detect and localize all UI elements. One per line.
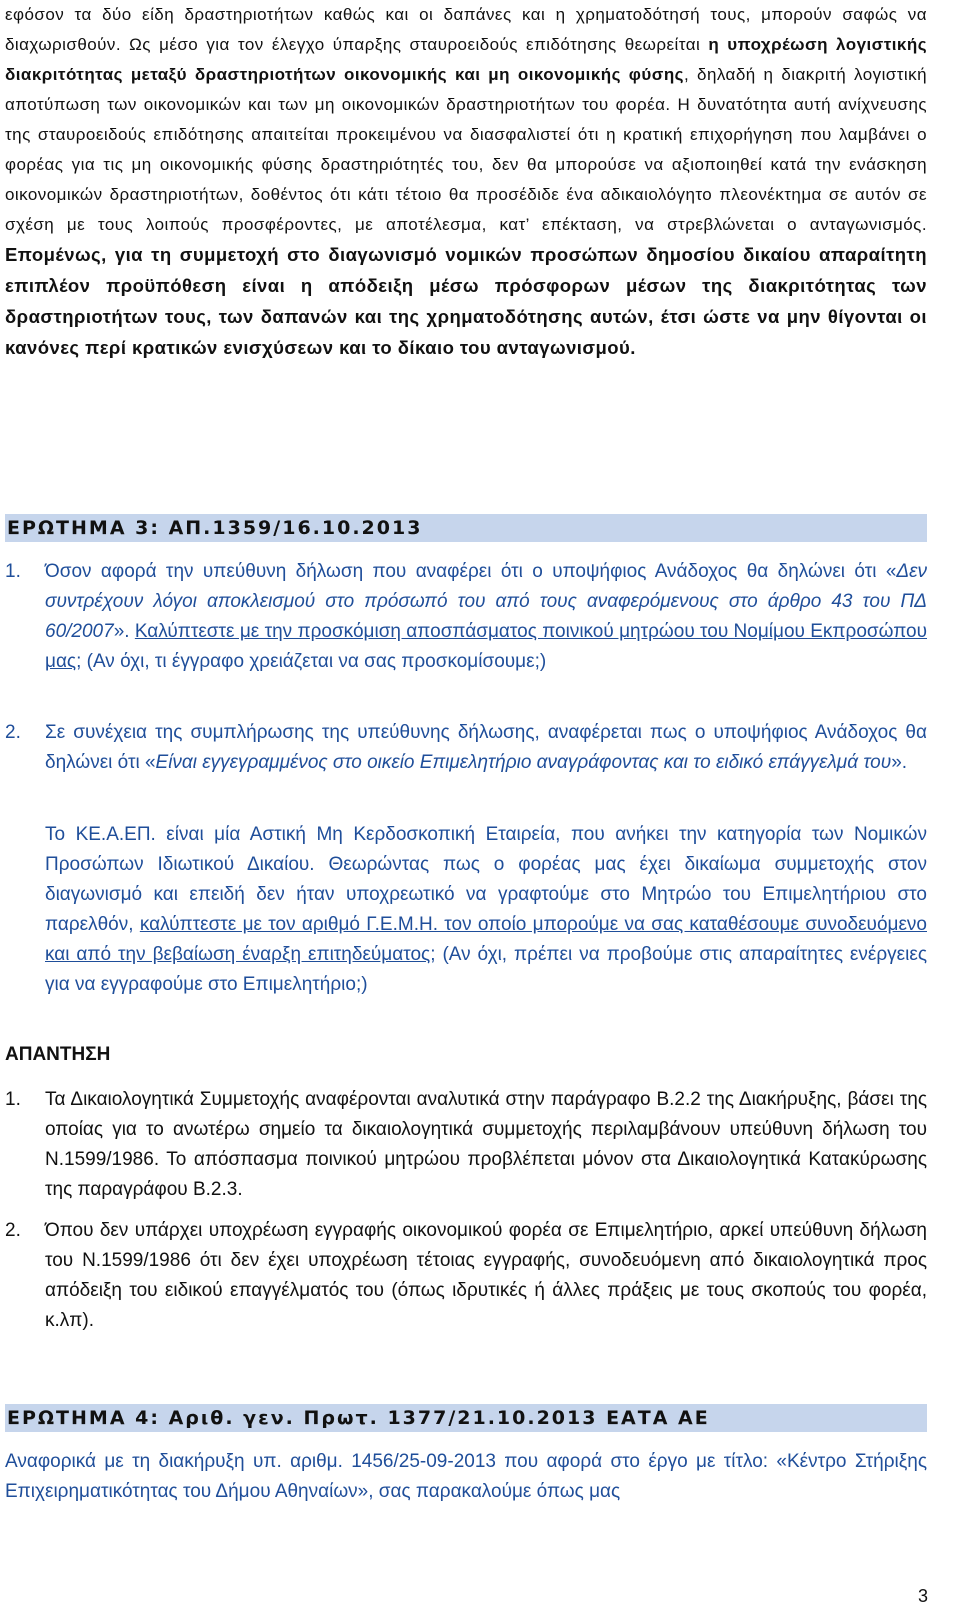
answer-item-2: [5, 1216, 927, 1336]
answer-item-1: [5, 1085, 927, 1205]
item-text: Όπου δεν υπάρχει υποχρέωση εγγραφής οικονομικού φορέα σε Επιμελητήριο, αρκεί υπεύθυνη δήλωση του Ν.1599/1986 ότι δεν έχει υποχρέωση τέτοιας εγγραφής, συνοδευόμενη από δικαιολογητικά προς απόδειξη του ειδικού επαγγέλματός του (όπως ιδρυτικές ή άλλες πράξεις με τους σκοπούς του φορέα, κ.λπ).: [45, 1220, 927, 1331]
question-4-header: ΕΡΩΤΗΜΑ 4: Αριθ. γεν. Πρωτ. 1377/21.10.2013 ΕΑΤΑ ΑΕ: [5, 1404, 927, 1432]
item-text-part: Σε συνέχεια της συμπλήρωσης της υπεύθυνης δήλωσης, αναφέρεται πως ο υποψήφιος Ανάδοχος θα δηλώνει ότι «: [45, 722, 927, 773]
question-3-header: ΕΡΩΤΗΜΑ 3: ΑΠ.1359/16.10.2013: [5, 514, 927, 542]
item-number: 2.: [5, 722, 21, 743]
item-text: Τα Δικαιολογητικά Συμμετοχής αναφέρονται αναλυτικά στην παράγραφο Β.2.2 της Διακήρυξης, βάσει της οποίας για το ανωτέρω σημείο τα δικαιολογητικά συμμετοχής περιλαμβάνουν υπεύθυνη δήλωση του Ν.1599/1986. Το απόσπασμα ποινικού μητρώου προβλέπεται μόνον στα Δικαιολογητικά Κατακύρωσης της παραγράφου Β.2.3.: [45, 1089, 927, 1200]
item-number: 1.: [5, 1089, 21, 1110]
item-text-part: ; (Αν όχι, πρέπει να προβούμε στις απαραίτητες ενέργειες για να εγγραφούμε στο Επιμελητήριο;): [45, 944, 927, 995]
item-number: 2.: [5, 1220, 21, 1241]
intro-text: εφόσον τα δύο είδη δραστηριοτήτων καθώς και οι δαπάνες και η χρηματοδότησή τους, μπορούν σαφώς να διαχωρισθούν. Ως μέσο για τον έλεγχο ύπαρξης σταυροειδούς επιδότησης θεωρείται: [5, 5, 927, 54]
intro-paragraph: [5, 0, 927, 364]
question-3-item-2: [5, 718, 927, 778]
item-quote: Δεν συντρέχουν λόγοι αποκλεισμού στο πρόσωπό του από τους αναφερόμενους στο άρθρο 43 του ΠΔ 60/2007: [45, 561, 927, 642]
intro-text-rest: , δηλαδή η διακριτή λογιστική αποτύπωση των οικονομικών και των μη οικονομικών δραστηριοτήτων του φορέα. Η δυνατότητα αυτή ανίχνευσης της σταυροειδούς επιδότησης απαιτείται προκειμένου να διασφαλιστεί ότι η κρατική επιχορήγηση που λαμβάνει ο φορέας για τις μη οικονομικής φύσης δραστηριότητές του, δεν θα μπορούσε να αξιοποιηθεί κατά την ενάσκηση οικονομικών δραστηριοτήτων, δοθέντος ότι κάτι τέτοιο θα προσέδιδε ένα αδικαιολόγητο πλεονέκτημα σε αυτόν σε σχέση με τους λοιπούς προσφέροντες, με αποτέλεσμα, κατ’ επέκταση, να στρεβλώνεται ο ανταγωνισμός.: [5, 65, 927, 234]
item-number: 1.: [5, 561, 21, 582]
item-text-part: ».: [891, 752, 908, 773]
answer-label: ΑΠΑΝΤΗΣΗ: [5, 1044, 111, 1065]
item-underlined-question: Καλύπτεστε με την προσκόμιση αποσπάσματος ποινικού μητρώου του Νομίμου Εκπροσώπου μας: [45, 621, 927, 672]
item-quote: Είναι εγγεγραμμένος στο οικείο Επιμελητήριο αναγράφοντας και το ειδικό επάγγελμά του: [155, 752, 892, 773]
item-text-part: Το ΚΕ.Α.ΕΠ. είναι μία Αστική Μη Κερδοσκοπική Εταιρεία, που ανήκει την κατηγορία των Νομικών Προσώπων Ιδιωτικού Δικαίου. Θεωρώντας πως ο φορέας μας έχει δικαίωμα συμμετοχής στον διαγωνισμό και επειδή δεν ήταν υποχρεωτικό να γραφτούμε στο Μητρώο του Επιμελητήριου στο παρελθόν,: [45, 824, 927, 935]
question-4-text: Αναφορικά με τη διακήρυξη υπ. αριθμ. 1456/25-09-2013 που αφορά στο έργο με τίτλο: «Κέντρο Στήριξης Επιχειρηματικότητας του Δήμου Αθηναίων», σας παρακαλούμε όπως μας: [5, 1451, 927, 1502]
item-text: [45, 718, 927, 778]
page-number: 3: [917, 1586, 928, 1606]
item-underlined-question: καλύπτεστε με τον αριθμό Γ.Ε.Μ.Η. τον οποίο μπορούμε να σας καταθέσουμε συνοδευόμενο και από την βεβαίωση έναρξη επιτηδεύματος: [45, 914, 927, 965]
question-3-item-1: [5, 557, 927, 677]
item-text-part: ».: [113, 621, 135, 642]
item-text-part: Όσον αφορά την υπεύθυνη δήλωση που αναφέρει ότι ο υποψήφιος Ανάδοχος θα δηλώνει ότι «: [45, 561, 897, 582]
question-3-item-2-paragraph-2: [5, 820, 927, 1000]
intro-bold-text: η υποχρέωση λογιστικής διακριτότητας μεταξύ δραστηριοτήτων οικονομικής και μη οικονομικής φύσης: [5, 35, 927, 84]
item-text: [45, 820, 927, 1000]
item-text-part: ; (Αν όχι, τι έγγραφο χρειάζεται να σας προσκομίσουμε;): [76, 651, 547, 672]
item-text: [45, 557, 927, 677]
intro-conclusion-bold: Επομένως, για τη συμμετοχή στο διαγωνισμό νομικών προσώπων δημοσίου δικαίου απαραίτητη επιπλέον προϋπόθεση είναι η απόδειξη μέσω πρόσφορων μέσων της διακριτότητας των δραστηριοτήτων τους, των δαπανών και της χρηματοδότησης αυτών, έτσι ώστε να μην θίγονται οι κανόνες περί κρατικών ενισχύσεων και το δίκαιο του ανταγωνισμού.: [5, 244, 927, 358]
